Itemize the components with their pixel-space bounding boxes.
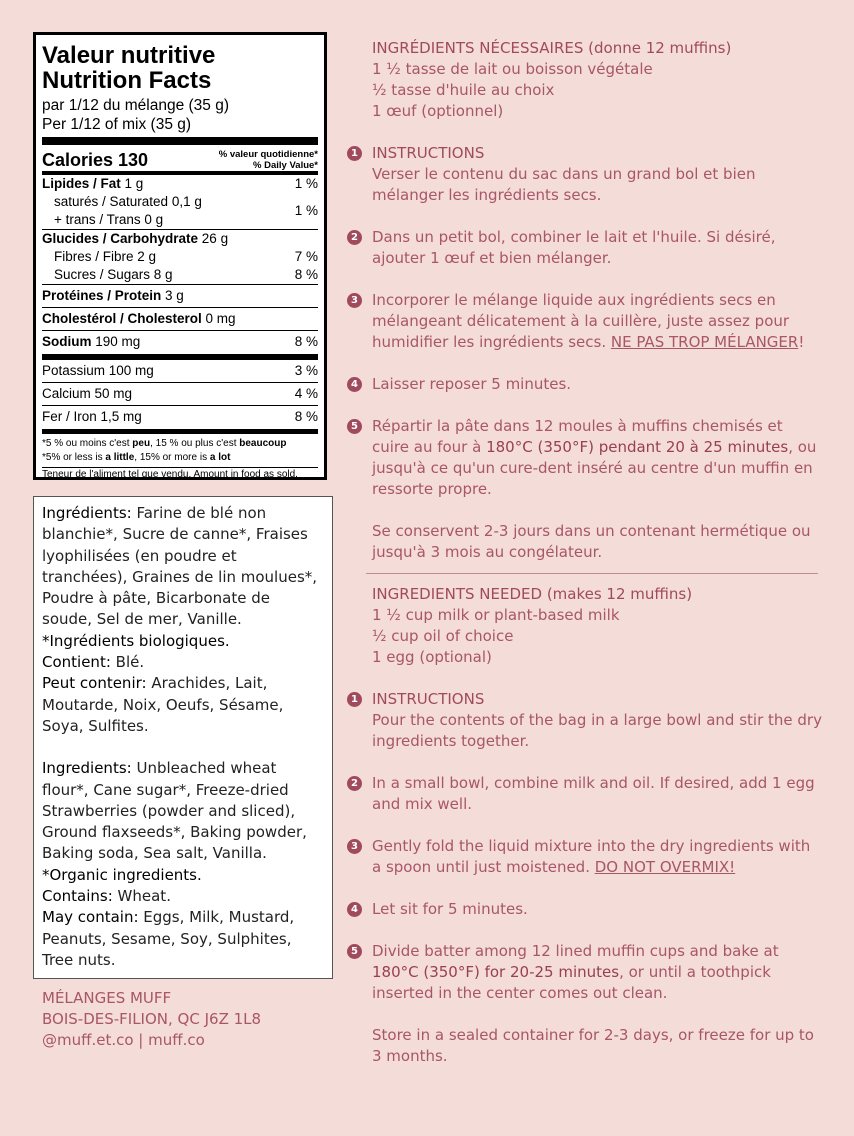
storage-note-fr: Se conservent 2-3 jours dans un contenant hermétique ou jusqu'à 3 mois au congélateur. [372, 522, 811, 561]
needed-item: 1 egg (optional) [372, 648, 492, 666]
step-4-fr: 4 Laisser reposer 5 minutes. [372, 374, 822, 395]
carbohydrate-row: Glucides / Carbohydrate 26 g [42, 231, 229, 246]
needed-item: ½ cup oil of choice [372, 627, 514, 645]
needed-heading-fr: INGRÉDIENTS NÉCESSAIRES (donne 12 muffins) [372, 39, 732, 57]
organic-note-en: *Organic ingredients. [42, 865, 202, 884]
step-number-badge: 3 [347, 293, 362, 308]
needed-item: 1 ½ tasse de lait ou boisson végétale [372, 60, 653, 78]
step-number-badge: 2 [347, 230, 362, 245]
ingredients-box [33, 496, 333, 979]
potassium-row: Potassium 100 mg 3 % [42, 363, 318, 378]
nutrition-title-fr: Valeur nutritive [42, 42, 216, 69]
step-2-en: 2 In a small bowl, combine milk and oil. If desired, add 1 egg and mix well. [372, 773, 822, 815]
step-number-badge: 5 [347, 419, 362, 434]
cholesterol-row: Cholestérol / Cholesterol 0 mg [42, 311, 236, 326]
step-number-badge: 2 [347, 776, 362, 791]
sugars-row: Sucres / Sugars 8 g 8 % [54, 267, 318, 282]
ingredients-fr: Ingrédients: Farine de blé non blanchie*, Sucre de canne*, Fraises lyophilisées (en poudre et tranchées), Graines de lin moulues*, Poudre à pâte, Bicarbonate de soude, Sel de mer, Vanille. [42, 504, 318, 629]
step-3-fr: 3 Incorporer le mélange liquide aux ingrédients secs en mélangeant délicatement à la cuillère, juste assez pour humidifier les ingrédients secs. NE PAS TROP MÉLANGER! [372, 290, 822, 353]
step-number-badge: 1 [347, 692, 362, 707]
may-contain-fr: Peut contenir: Arachides, Lait, Moutarde, Noix, Oeufs, Sésame, Soya, Sulfites. [42, 674, 284, 735]
needed-item: 1 ½ cup milk or plant-based milk [372, 606, 620, 624]
step-5-en: 5 Divide batter among 12 lined muffin cups and bake at 180°C (350°F) for 20-25 minutes, or until a toothpick inserted in the center comes out clean. [372, 941, 822, 1004]
nutrition-footnote: *5 % ou moins c'est peu, 15 % ou plus c'est beaucoup *5% or less is a little, 15% or more is a lot Teneur de l'aliment tel que vendu. Amount in food as sold. [42, 437, 318, 482]
step-1-fr: 1 INSTRUCTIONS Verser le contenu du sac dans un grand bol et bien mélanger les ingrédients secs. [372, 143, 822, 206]
step-number-badge: 3 [347, 839, 362, 854]
fat-row: Lipides / Fat 1 g 1 % [42, 176, 318, 191]
sodium-row: Sodium 190 mg 8 % [42, 334, 318, 349]
calcium-row: Calcium 50 mg 4 % [42, 386, 318, 401]
fibre-row: Fibres / Fibre 2 g 7 % [54, 249, 318, 264]
step-1-en: 1 INSTRUCTIONS Pour the contents of the bag in a large bowl and stir the dry ingredients together. [372, 689, 822, 752]
nutrition-facts-panel [33, 32, 327, 480]
organic-note-fr: *Ingrédients biologiques. [42, 631, 230, 650]
serving-size-en: Per 1/12 of mix (35 g) [42, 116, 192, 133]
nutrition-title-en: Nutrition Facts [42, 67, 212, 94]
step-3-en: 3 Gently fold the liquid mixture into the dry ingredients with a spoon until just moistened. DO NOT OVERMIX! [372, 836, 822, 878]
needed-item: 1 œuf (optionnel) [372, 102, 504, 120]
step-number-badge: 4 [347, 377, 362, 392]
needed-heading-en: INGREDIENTS NEEDED (makes 12 muffins) [372, 585, 693, 603]
needed-item: ½ tasse d'huile au choix [372, 81, 555, 99]
step-4-en: 4 Let sit for 5 minutes. [372, 899, 822, 920]
may-contain-en: May contain: Eggs, Milk, Mustard, Peanuts, Sesame, Soy, Sulphites, Tree nuts. [42, 908, 295, 969]
recipe-column [351, 38, 822, 1067]
serving-size-fr: par 1/12 du mélange (35 g) [42, 97, 229, 114]
contains-fr: Contient: Blé. [42, 653, 145, 672]
step-2-fr: 2 Dans un petit bol, combiner le lait et l'huile. Si désiré, ajouter 1 œuf et bien mélanger. [372, 227, 822, 269]
daily-value-fr: % valeur quotidienne* [218, 149, 318, 160]
calories: Calories 130 [42, 150, 149, 170]
iron-row: Fer / Iron 1,5 mg 8 % [42, 409, 318, 424]
saturated-trans-row: saturés / Saturated 0,1 g + trans / Trans 0 g 1 % [54, 194, 318, 227]
ingredients-en: Ingredients: Unbleached wheat flour*, Cane sugar*, Freeze-dried Strawberries (powder and sliced), Ground flaxseeds*, Baking powder, Baking soda, Sea salt, Vanilla. [42, 759, 307, 863]
step-5-fr: 5 Répartir la pâte dans 12 moules à muffins chemisés et cuire au four à 180°C (350°F) pendant 20 à 25 minutes, ou jusqu'à ce qu'un cure-dent inséré au centre d'un muffin en ressorte propre. [372, 416, 822, 500]
step-number-badge: 4 [347, 902, 362, 917]
step-number-badge: 5 [347, 944, 362, 959]
storage-note-en: Store in a sealed container for 2-3 days, or freeze for up to 3 months. [372, 1026, 814, 1065]
contains-en: Contains: Wheat. [42, 887, 171, 906]
company-links: @muff.et.co | muff.co [42, 1031, 205, 1049]
company-city: BOIS-DES-FILION, QC J6Z 1L8 [42, 1010, 262, 1028]
company-name: MÉLANGES MUFF [42, 989, 172, 1007]
language-divider [366, 573, 818, 574]
daily-value-en: % Daily Value* [253, 160, 318, 171]
company-address [42, 988, 261, 1051]
step-number-badge: 1 [347, 146, 362, 161]
protein-row: Protéines / Protein 3 g [42, 288, 184, 303]
